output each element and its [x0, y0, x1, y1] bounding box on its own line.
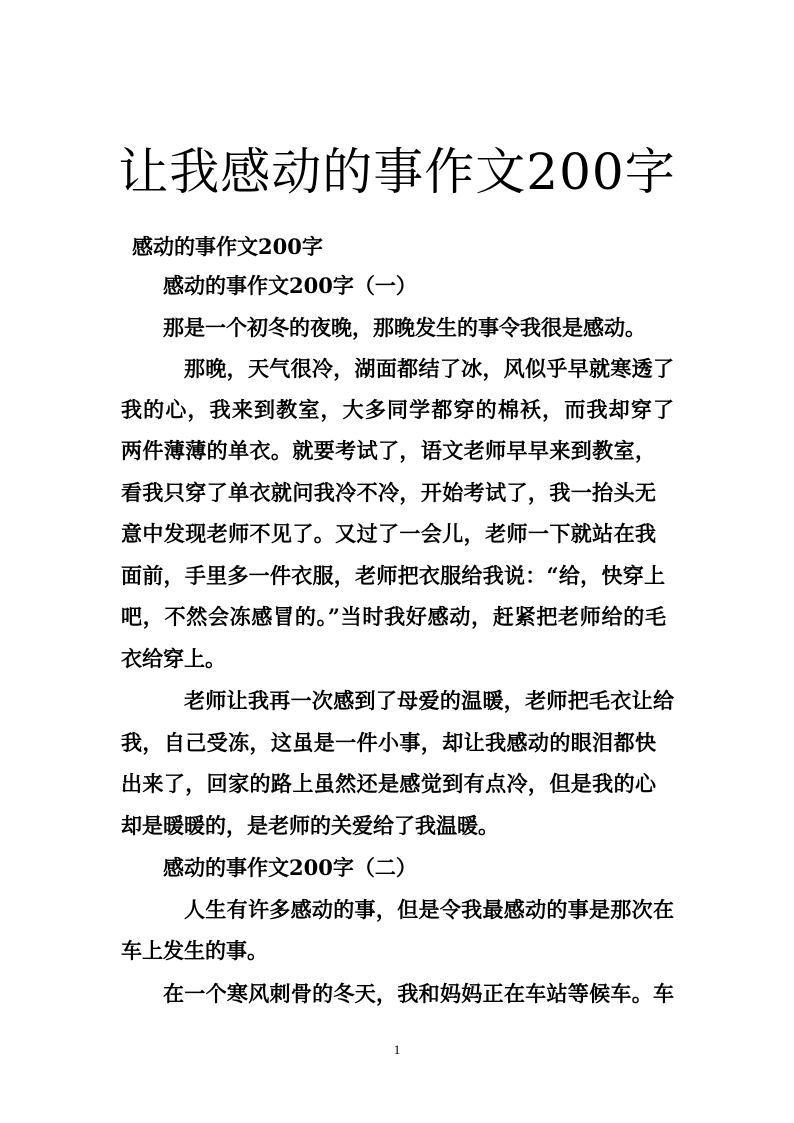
- paragraph-line: 却是暖暖的，是老师的关爱给了我温暖。: [121, 813, 499, 838]
- paragraph-line: 老师让我再一次感到了母爱的温暖，老师把毛衣让给: [184, 688, 674, 713]
- paragraph-line: 我的心，我来到教室，大多同学都穿的棉袄，而我却穿了: [121, 397, 674, 422]
- section-heading-1: 感动的事作文200字（一）: [163, 273, 417, 298]
- paragraph-line: 出来了，回家的路上虽然还是感觉到有点冷，但是我的心: [121, 771, 656, 796]
- paragraph-line: 两件薄薄的单衣。就要考试了，语文老师早早来到教室，: [121, 438, 656, 463]
- paragraph-line: 吧，不然会冻感冒的。”当时我好感动，赶紧把老师给的毛: [121, 604, 666, 629]
- paragraph-line: 车上发生的事。: [121, 938, 268, 963]
- section-heading-2: 感动的事作文200字（二）: [163, 855, 417, 880]
- paragraph-line: 人生有许多感动的事，但是令我最感动的事是那次在: [184, 897, 674, 922]
- paragraph-line: 那晚，天气很冷，湖面都结了冰，风似乎早就寒透了: [184, 356, 674, 381]
- document-subtitle: 感动的事作文200字: [132, 234, 323, 259]
- paragraph-line: 我，自己受冻，这虽是一件小事，却让我感动的眼泪都快: [121, 730, 656, 755]
- paragraph-line: 在一个寒风刺骨的冬天，我和妈妈正在车站等候车。车: [163, 981, 674, 1006]
- page-number: 1: [393, 1042, 401, 1057]
- paragraph-line: 那是一个初冬的夜晚，那晚发生的事令我很是感动。: [163, 315, 646, 340]
- paragraph-line: 面前，手里多一件衣服，老师把衣服给我说：“给，快穿上: [121, 563, 665, 588]
- paragraph-line: 意中发现老师不见了。又过了一会儿，老师一下就站在我: [121, 521, 656, 546]
- document-title: 让我感动的事作文200字: [118, 143, 676, 201]
- paragraph-line: 看我只穿了单衣就问我冷不冷，开始考试了，我一抬头无: [121, 480, 656, 505]
- paragraph-line: 衣给穿上。: [121, 646, 226, 671]
